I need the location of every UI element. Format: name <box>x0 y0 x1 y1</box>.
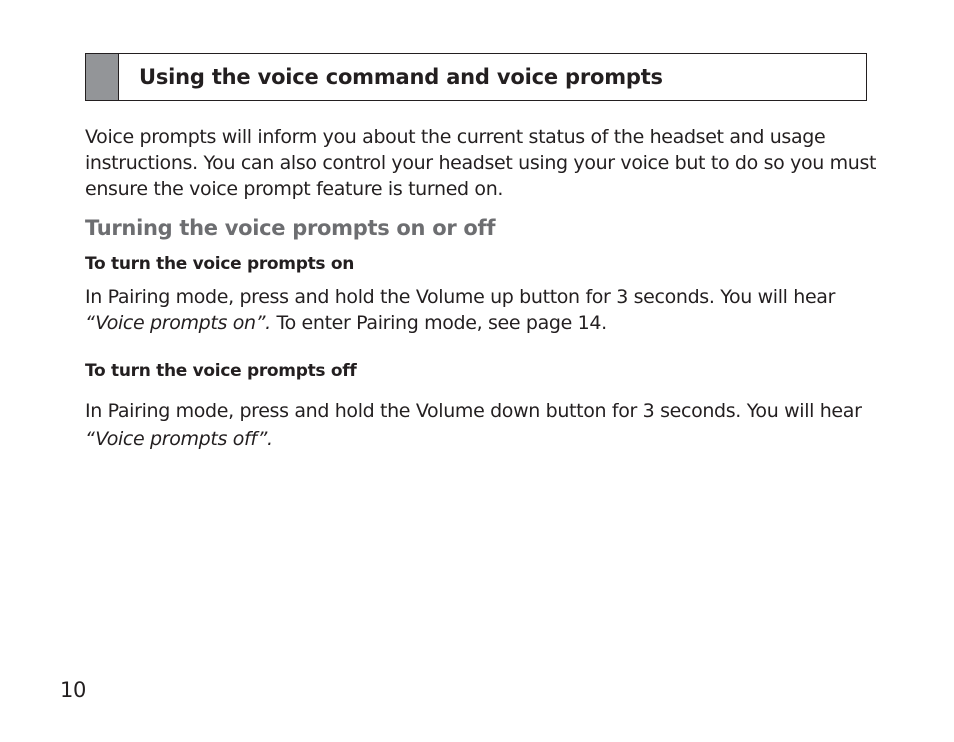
intro-paragraph: Voice prompts will inform you about the current status of the headset and usage instructions. You can also control your headset using your voice but to do so you must ensure the voice prompt feature is turned on. <box>85 126 877 200</box>
step-off-paragraph <box>85 397 885 453</box>
step-on-quote: “Voice prompts on”. <box>85 312 271 334</box>
step-on-heading: To turn the voice prompts on <box>85 254 355 274</box>
subsection-heading: Turning the voice prompts on or off <box>85 216 496 240</box>
page-number: 10 <box>60 678 87 702</box>
step-off-text: In Pairing mode, press and hold the Volume down button for 3 seconds. You will hear <box>85 400 862 422</box>
step-on-reference: To enter Pairing mode, see page 14. <box>270 312 607 334</box>
step-on-paragraph <box>85 284 885 336</box>
step-on-text: In Pairing mode, press and hold the Volume up button for 3 seconds. You will hear <box>85 286 836 308</box>
section-title: Using the voice command and voice prompts <box>139 65 663 89</box>
step-off-quote: “Voice prompts off”. <box>85 428 273 450</box>
step-off-heading: To turn the voice prompts off <box>85 361 357 381</box>
section-marker <box>86 54 119 100</box>
section-header <box>85 53 867 101</box>
